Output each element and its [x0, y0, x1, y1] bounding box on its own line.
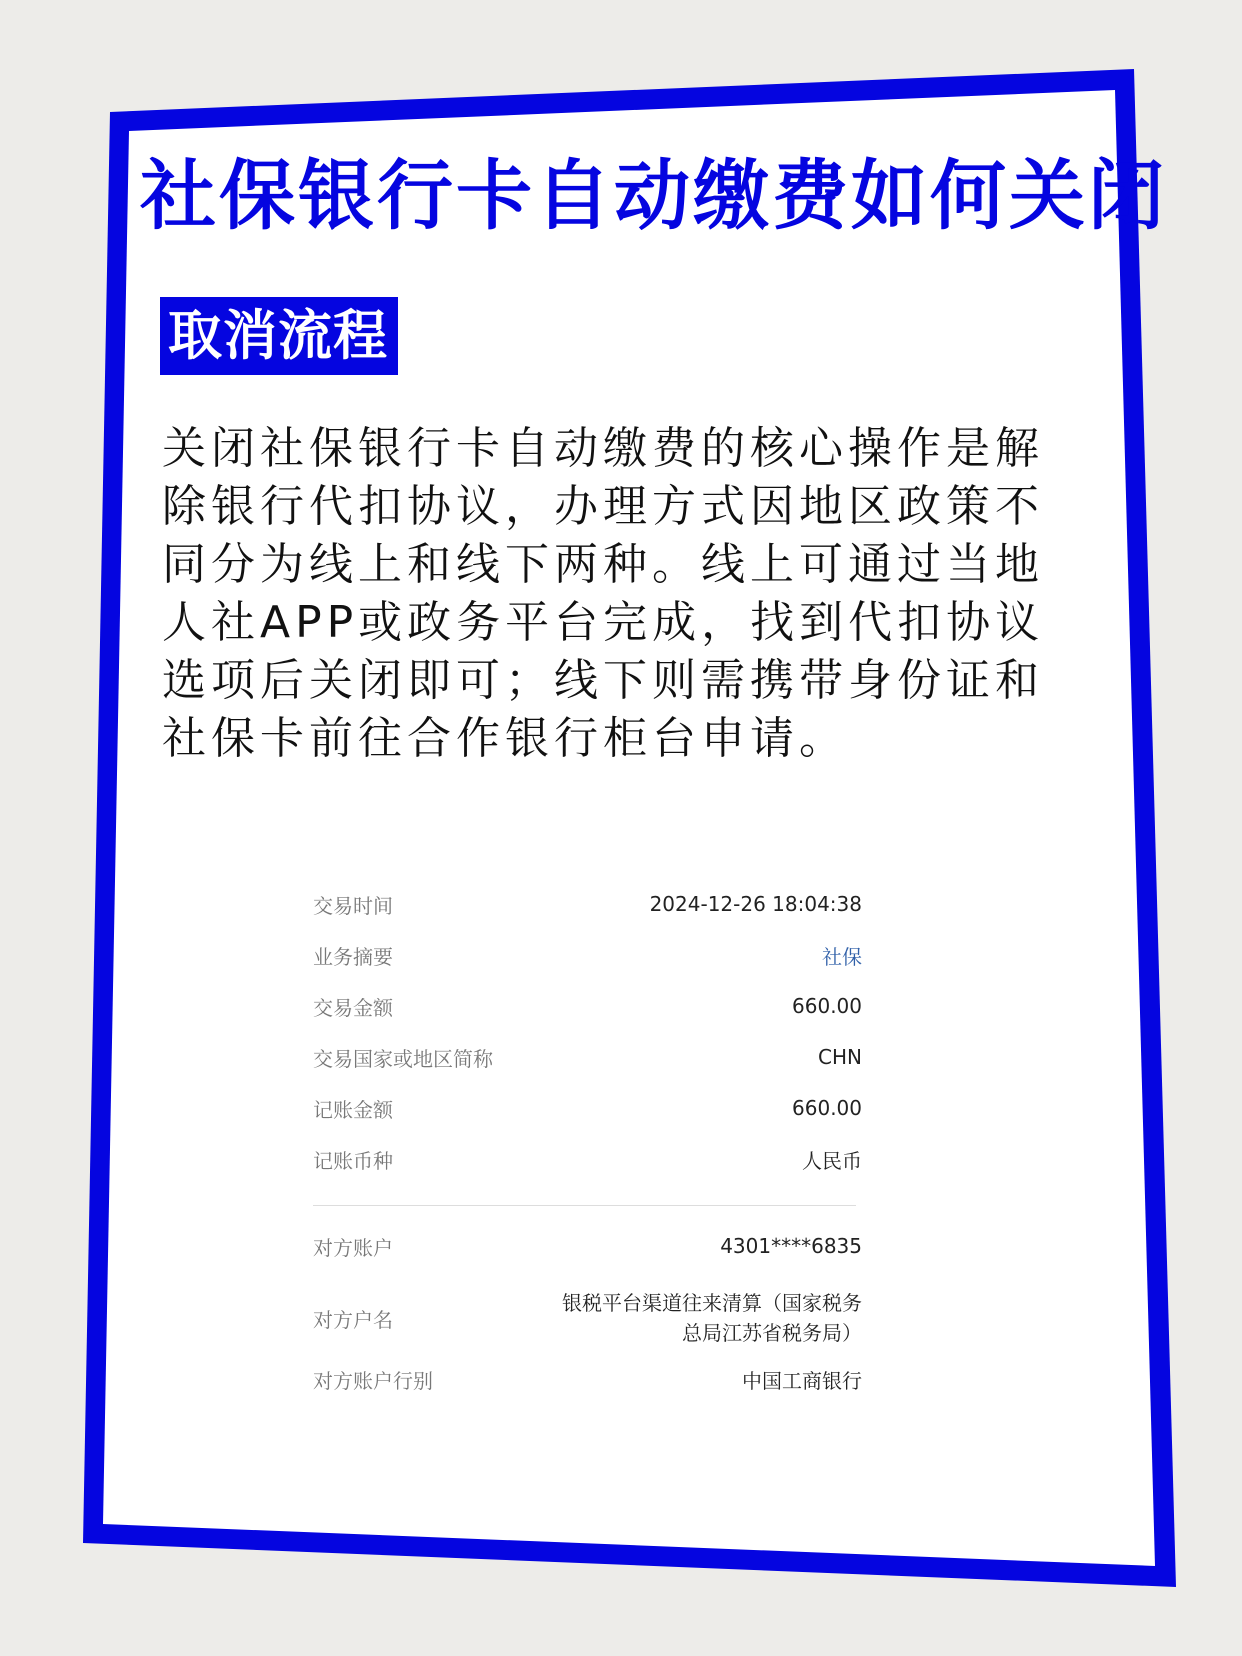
receipt-label: 对方账户 — [313, 1235, 393, 1260]
receipt-label: 交易国家或地区简称 — [313, 1046, 493, 1071]
receipt-row-transaction-time — [313, 889, 862, 919]
receipt-value: CHN — [818, 1045, 862, 1069]
receipt-row-counterparty-name — [313, 1286, 862, 1350]
paragraph-line: 人社APP或政务平台完成，找到代扣协议 — [162, 597, 1045, 648]
receipt-value: 660.00 — [792, 994, 862, 1018]
receipt-row-country-code — [313, 1042, 862, 1072]
receipt-row-posted-amount — [313, 1093, 862, 1123]
section-heading: 取消流程 — [160, 297, 398, 375]
receipt-value: 4301****6835 — [720, 1234, 862, 1258]
paragraph-line: 除银行代扣协议，办理方式因地区政策不 — [162, 481, 1044, 532]
receipt-value: 人民币 — [802, 1148, 862, 1173]
receipt-row-transaction-amount — [313, 991, 862, 1021]
receipt-label: 记账币种 — [313, 1148, 393, 1173]
receipt-value: 中国工商银行 — [742, 1368, 862, 1393]
receipt-value-line: 总局江苏省税务局） — [682, 1321, 862, 1345]
receipt-value-line: 银税平台渠道往来清算（国家税务 — [562, 1291, 862, 1315]
receipt-row-business-summary — [313, 940, 862, 970]
receipt-value — [562, 1288, 862, 1348]
receipt-row-counterparty-account — [313, 1231, 862, 1261]
page-title: 社保银行卡自动缴费如何关闭 — [140, 151, 1167, 240]
receipt-value: 660.00 — [792, 1096, 862, 1120]
paragraph-line: 选项后关闭即可；线下则需携带身份证和 — [162, 655, 1044, 706]
paragraph-line: 社保卡前往合作银行柜台申请。 — [162, 713, 848, 764]
receipt-label: 对方账户行别 — [313, 1368, 433, 1393]
receipt-divider — [313, 1205, 856, 1206]
receipt-value: 2024-12-26 18:04:38 — [649, 892, 862, 916]
receipt-value-link[interactable]: 社保 — [822, 944, 862, 969]
receipt-label: 交易金额 — [313, 995, 393, 1020]
receipt-label: 业务摘要 — [313, 944, 393, 969]
receipt-label: 对方户名 — [313, 1307, 393, 1332]
receipt-row-posted-currency — [313, 1144, 862, 1174]
receipt-label: 交易时间 — [313, 893, 393, 918]
description-paragraph — [162, 420, 1062, 768]
receipt-label: 记账金额 — [313, 1097, 393, 1122]
paragraph-line: 同分为线上和线下两种。线上可通过当地 — [162, 539, 1044, 590]
paragraph-line: 关闭社保银行卡自动缴费的核心操作是解 — [162, 423, 1044, 474]
receipt-row-counterparty-bank — [313, 1364, 862, 1394]
